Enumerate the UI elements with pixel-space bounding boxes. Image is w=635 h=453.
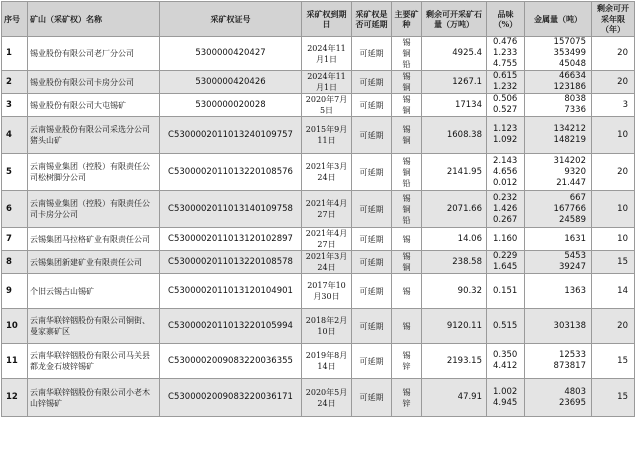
mineral-type bbox=[392, 251, 422, 274]
metal-amount-value: 134212 bbox=[553, 124, 586, 134]
expiry-date: 2021年4月27日 bbox=[302, 191, 352, 228]
ore-grade-value: 0.527 bbox=[493, 105, 518, 115]
row-no: 4 bbox=[2, 117, 28, 154]
ore-grade-value: 0.012 bbox=[493, 177, 518, 188]
table-row bbox=[2, 309, 635, 344]
extendable-status: 可延期 bbox=[352, 274, 392, 309]
mineral-type-value: 铜 bbox=[402, 136, 411, 145]
mineral-type-value: 锌 bbox=[402, 362, 411, 371]
metal-amount-value: 314202 bbox=[553, 155, 586, 166]
metal-amount-value: 12533 bbox=[558, 350, 586, 360]
table-row bbox=[2, 228, 635, 251]
license-no: C5300002011013220108576 bbox=[160, 154, 302, 191]
remaining-reserves: 1608.38 bbox=[422, 117, 487, 154]
header-name: 矿山（采矿权）名称 bbox=[28, 2, 160, 37]
expiry-date: 2015年9月11日 bbox=[302, 117, 352, 154]
mine-name: 锡业股份有限公司大屯锡矿 bbox=[28, 94, 160, 117]
metal-amount-value: 7336 bbox=[564, 105, 586, 115]
mineral-type-value: 铜 bbox=[402, 167, 411, 177]
ore-grade-value: 4.656 bbox=[493, 166, 518, 177]
remaining-reserves: 17134 bbox=[422, 94, 487, 117]
license-no: C5300002009083220036355 bbox=[160, 344, 302, 379]
ore-grade-value: 1.232 bbox=[493, 82, 518, 92]
remaining-years: 10 bbox=[592, 228, 635, 251]
license-no: 5300000420426 bbox=[160, 71, 302, 94]
expiry-date: 2024年11月1日 bbox=[302, 37, 352, 71]
ore-grade bbox=[487, 94, 525, 117]
ore-grade bbox=[487, 154, 525, 191]
header-no: 序号 bbox=[2, 2, 28, 37]
extendable-status: 可延期 bbox=[352, 94, 392, 117]
metal-amount-value: 45048 bbox=[558, 59, 586, 69]
mineral-type-value: 锡 bbox=[402, 321, 411, 331]
header-row bbox=[2, 2, 635, 37]
mineral-type-value: 锡 bbox=[402, 234, 411, 244]
extendable-status: 可延期 bbox=[352, 117, 392, 154]
license-no: C5300002011013220105994 bbox=[160, 309, 302, 344]
metal-amount bbox=[525, 344, 592, 379]
remaining-years: 20 bbox=[592, 309, 635, 344]
expiry-date: 2020年7月5日 bbox=[302, 94, 352, 117]
mineral-type-value: 锡 bbox=[402, 387, 411, 397]
ore-grade-value: 0.476 bbox=[493, 37, 518, 47]
mineral-type-value: 铜 bbox=[402, 106, 411, 115]
ore-grade bbox=[487, 228, 525, 251]
header-extendable: 采矿权是否可延期 bbox=[352, 2, 392, 37]
mine-name: 云南锡业集团（控股）有限责任公司松树脚分公司 bbox=[28, 154, 160, 191]
metal-amount-value: 23695 bbox=[558, 397, 586, 408]
ore-grade-value: 0.151 bbox=[493, 285, 518, 296]
metal-amount bbox=[525, 309, 592, 344]
metal-amount-value: 353499 bbox=[553, 48, 586, 58]
license-no: C5300002011013120104901 bbox=[160, 274, 302, 309]
expiry-date: 2021年3月24日 bbox=[302, 154, 352, 191]
mineral-type bbox=[392, 379, 422, 417]
ore-grade-value: 1.426 bbox=[493, 203, 518, 214]
mineral-type-value: 锡 bbox=[402, 38, 411, 47]
metal-amount-value: 5453 bbox=[564, 251, 586, 261]
metal-amount-value: 24589 bbox=[558, 214, 586, 225]
license-no: 5300000420427 bbox=[160, 37, 302, 71]
extendable-status: 可延期 bbox=[352, 344, 392, 379]
remaining-reserves: 238.58 bbox=[422, 251, 487, 274]
mine-name: 锡业股份有限公司老厂分公司 bbox=[28, 37, 160, 71]
ore-grade-value: 2.143 bbox=[493, 155, 518, 166]
extendable-status: 可延期 bbox=[352, 379, 392, 417]
license-no: C5300002011013120102897 bbox=[160, 228, 302, 251]
header-metal: 金属量（吨） bbox=[525, 2, 592, 37]
mine-name: 云南华联锌铟股份有限公司铜街、曼家寨矿区 bbox=[28, 309, 160, 344]
remaining-reserves: 2141.95 bbox=[422, 154, 487, 191]
mineral-type-value: 锡 bbox=[402, 351, 411, 360]
mine-name: 锡业股份有限公司卡房分公司 bbox=[28, 71, 160, 94]
metal-amount bbox=[525, 251, 592, 274]
metal-amount bbox=[525, 94, 592, 117]
header-expiry: 采矿权到期日 bbox=[302, 2, 352, 37]
ore-grade-value: 4.755 bbox=[493, 59, 518, 69]
metal-amount bbox=[525, 228, 592, 251]
expiry-date: 2018年2月10日 bbox=[302, 309, 352, 344]
remaining-years: 14 bbox=[592, 274, 635, 309]
mineral-type bbox=[392, 37, 422, 71]
mine-name: 云南华联锌铟股份有限公司小老木山锌锡矿 bbox=[28, 379, 160, 417]
remaining-years: 15 bbox=[592, 344, 635, 379]
mineral-type-value: 锡 bbox=[402, 72, 411, 81]
expiry-date: 2024年11月1日 bbox=[302, 71, 352, 94]
row-no: 12 bbox=[2, 379, 28, 417]
ore-grade-value: 1.123 bbox=[493, 124, 518, 134]
mine-name: 云南华联锌铟股份有限公司马关县都龙金石坡锌锡矿 bbox=[28, 344, 160, 379]
remaining-years: 3 bbox=[592, 94, 635, 117]
remaining-years: 20 bbox=[592, 154, 635, 191]
ore-grade bbox=[487, 344, 525, 379]
ore-grade bbox=[487, 71, 525, 94]
ore-grade-value: 0.515 bbox=[493, 320, 518, 331]
mineral-type bbox=[392, 117, 422, 154]
remaining-reserves: 9120.11 bbox=[422, 309, 487, 344]
expiry-date: 2017年10月30日 bbox=[302, 274, 352, 309]
remaining-years: 20 bbox=[592, 71, 635, 94]
row-no: 3 bbox=[2, 94, 28, 117]
mining-rights-table bbox=[1, 1, 635, 417]
mineral-type-value: 铅 bbox=[402, 178, 411, 188]
header-reserves: 剩余可开采矿石量（万吨） bbox=[422, 2, 487, 37]
expiry-date: 2019年8月14日 bbox=[302, 344, 352, 379]
remaining-reserves: 47.91 bbox=[422, 379, 487, 417]
extendable-status: 可延期 bbox=[352, 228, 392, 251]
mineral-type bbox=[392, 274, 422, 309]
table-body bbox=[2, 37, 635, 417]
row-no: 10 bbox=[2, 309, 28, 344]
mineral-type bbox=[392, 309, 422, 344]
license-no: C5300002009083220036171 bbox=[160, 379, 302, 417]
mineral-type-value: 铜 bbox=[402, 263, 411, 272]
table-row bbox=[2, 154, 635, 191]
license-no: C5300002011013240109757 bbox=[160, 117, 302, 154]
mineral-type-value: 铅 bbox=[402, 215, 411, 225]
expiry-date: 2020年5月24日 bbox=[302, 379, 352, 417]
remaining-reserves: 14.06 bbox=[422, 228, 487, 251]
license-no: C5300002011013140109758 bbox=[160, 191, 302, 228]
metal-amount-value: 39247 bbox=[558, 262, 586, 272]
ore-grade-value: 1.092 bbox=[493, 135, 518, 145]
remaining-reserves: 2071.66 bbox=[422, 191, 487, 228]
metal-amount-value: 1631 bbox=[564, 233, 586, 244]
metal-amount bbox=[525, 71, 592, 94]
extendable-status: 可延期 bbox=[352, 251, 392, 274]
mineral-type-value: 铜 bbox=[402, 204, 411, 214]
table-row bbox=[2, 191, 635, 228]
header-mineral: 主要矿种 bbox=[392, 2, 422, 37]
remaining-reserves: 4925.4 bbox=[422, 37, 487, 71]
mineral-type-value: 锌 bbox=[402, 398, 411, 408]
mine-name: 云锡集团新建矿业有限责任公司 bbox=[28, 251, 160, 274]
ore-grade bbox=[487, 191, 525, 228]
mineral-type-value: 锡 bbox=[402, 193, 411, 203]
table-row bbox=[2, 344, 635, 379]
metal-amount-value: 148219 bbox=[553, 135, 586, 145]
metal-amount-value: 873817 bbox=[553, 361, 586, 371]
ore-grade bbox=[487, 117, 525, 154]
metal-amount bbox=[525, 37, 592, 71]
ore-grade-value: 0.229 bbox=[493, 251, 518, 261]
license-no: 5300000020028 bbox=[160, 94, 302, 117]
extendable-status: 可延期 bbox=[352, 154, 392, 191]
ore-grade-value: 0.615 bbox=[493, 71, 518, 81]
header-license: 采矿权证号 bbox=[160, 2, 302, 37]
ore-grade-value: 1.233 bbox=[493, 48, 518, 58]
mineral-type-value: 锡 bbox=[402, 286, 411, 296]
mineral-type-value: 铜 bbox=[402, 49, 411, 58]
table-row bbox=[2, 251, 635, 274]
metal-amount-value: 303138 bbox=[553, 320, 586, 331]
row-no: 11 bbox=[2, 344, 28, 379]
remaining-years: 10 bbox=[592, 191, 635, 228]
table-row bbox=[2, 71, 635, 94]
header-grade: 品味（%） bbox=[487, 2, 525, 37]
metal-amount-value: 4803 bbox=[564, 386, 586, 397]
metal-amount bbox=[525, 191, 592, 228]
metal-amount-value: 123186 bbox=[553, 82, 586, 92]
ore-grade-value: 4.945 bbox=[493, 397, 518, 408]
expiry-date: 2021年4月27日 bbox=[302, 228, 352, 251]
row-no: 8 bbox=[2, 251, 28, 274]
mineral-type-value: 锡 bbox=[402, 125, 411, 134]
mineral-type-value: 锡 bbox=[402, 252, 411, 261]
metal-amount-value: 157075 bbox=[553, 37, 586, 47]
remaining-years: 15 bbox=[592, 251, 635, 274]
mine-name: 个旧云锡古山锡矿 bbox=[28, 274, 160, 309]
extendable-status: 可延期 bbox=[352, 37, 392, 71]
ore-grade-value: 4.412 bbox=[493, 361, 518, 371]
metal-amount bbox=[525, 117, 592, 154]
mineral-type bbox=[392, 94, 422, 117]
metal-amount-value: 8038 bbox=[564, 94, 586, 104]
metal-amount-value: 9320 bbox=[564, 166, 586, 177]
ore-grade-value: 0.506 bbox=[493, 94, 518, 104]
metal-amount-value: 46634 bbox=[558, 71, 586, 81]
table-row bbox=[2, 117, 635, 154]
ore-grade-value: 1.645 bbox=[493, 262, 518, 272]
row-no: 1 bbox=[2, 37, 28, 71]
mineral-type bbox=[392, 228, 422, 251]
metal-amount-value: 1363 bbox=[564, 285, 586, 296]
metal-amount-value: 167766 bbox=[553, 203, 586, 214]
expiry-date: 2021年3月24日 bbox=[302, 251, 352, 274]
header-years: 剩余可开采年限（年） bbox=[592, 2, 635, 37]
metal-amount bbox=[525, 379, 592, 417]
table-row bbox=[2, 37, 635, 71]
remaining-reserves: 2193.15 bbox=[422, 344, 487, 379]
remaining-reserves: 90.32 bbox=[422, 274, 487, 309]
remaining-years: 15 bbox=[592, 379, 635, 417]
row-no: 7 bbox=[2, 228, 28, 251]
mine-name: 云南锡业股份有限公司采选分公司猪头山矿 bbox=[28, 117, 160, 154]
ore-grade-value: 0.350 bbox=[493, 350, 518, 360]
row-no: 5 bbox=[2, 154, 28, 191]
ore-grade-value: 1.002 bbox=[493, 386, 518, 397]
ore-grade-value: 0.267 bbox=[493, 214, 518, 225]
table-row bbox=[2, 94, 635, 117]
table-row bbox=[2, 274, 635, 309]
remaining-reserves: 1267.1 bbox=[422, 71, 487, 94]
table-row bbox=[2, 379, 635, 417]
extendable-status: 可延期 bbox=[352, 71, 392, 94]
extendable-status: 可延期 bbox=[352, 309, 392, 344]
ore-grade-value: 1.160 bbox=[493, 233, 518, 244]
ore-grade bbox=[487, 379, 525, 417]
ore-grade-value: 0.232 bbox=[493, 192, 518, 203]
ore-grade bbox=[487, 274, 525, 309]
mine-name: 云南锡业集团（控股）有限责任公司卡房分公司 bbox=[28, 191, 160, 228]
remaining-years: 10 bbox=[592, 117, 635, 154]
mineral-type-value: 锡 bbox=[402, 95, 411, 104]
ore-grade bbox=[487, 37, 525, 71]
row-no: 2 bbox=[2, 71, 28, 94]
mineral-type bbox=[392, 191, 422, 228]
mine-name: 云锡集团马拉格矿业有限责任公司 bbox=[28, 228, 160, 251]
metal-amount bbox=[525, 274, 592, 309]
ore-grade bbox=[487, 251, 525, 274]
metal-amount-value: 21.447 bbox=[556, 177, 586, 188]
remaining-years: 20 bbox=[592, 37, 635, 71]
mineral-type-value: 铅 bbox=[402, 60, 411, 69]
metal-amount-value: 667 bbox=[569, 192, 586, 203]
row-no: 6 bbox=[2, 191, 28, 228]
extendable-status: 可延期 bbox=[352, 191, 392, 228]
mineral-type bbox=[392, 344, 422, 379]
mineral-type bbox=[392, 71, 422, 94]
mineral-type bbox=[392, 154, 422, 191]
mineral-type-value: 铜 bbox=[402, 83, 411, 92]
license-no: C5300002011013220108578 bbox=[160, 251, 302, 274]
metal-amount bbox=[525, 154, 592, 191]
mineral-type-value: 锡 bbox=[402, 156, 411, 166]
ore-grade bbox=[487, 309, 525, 344]
row-no: 9 bbox=[2, 274, 28, 309]
